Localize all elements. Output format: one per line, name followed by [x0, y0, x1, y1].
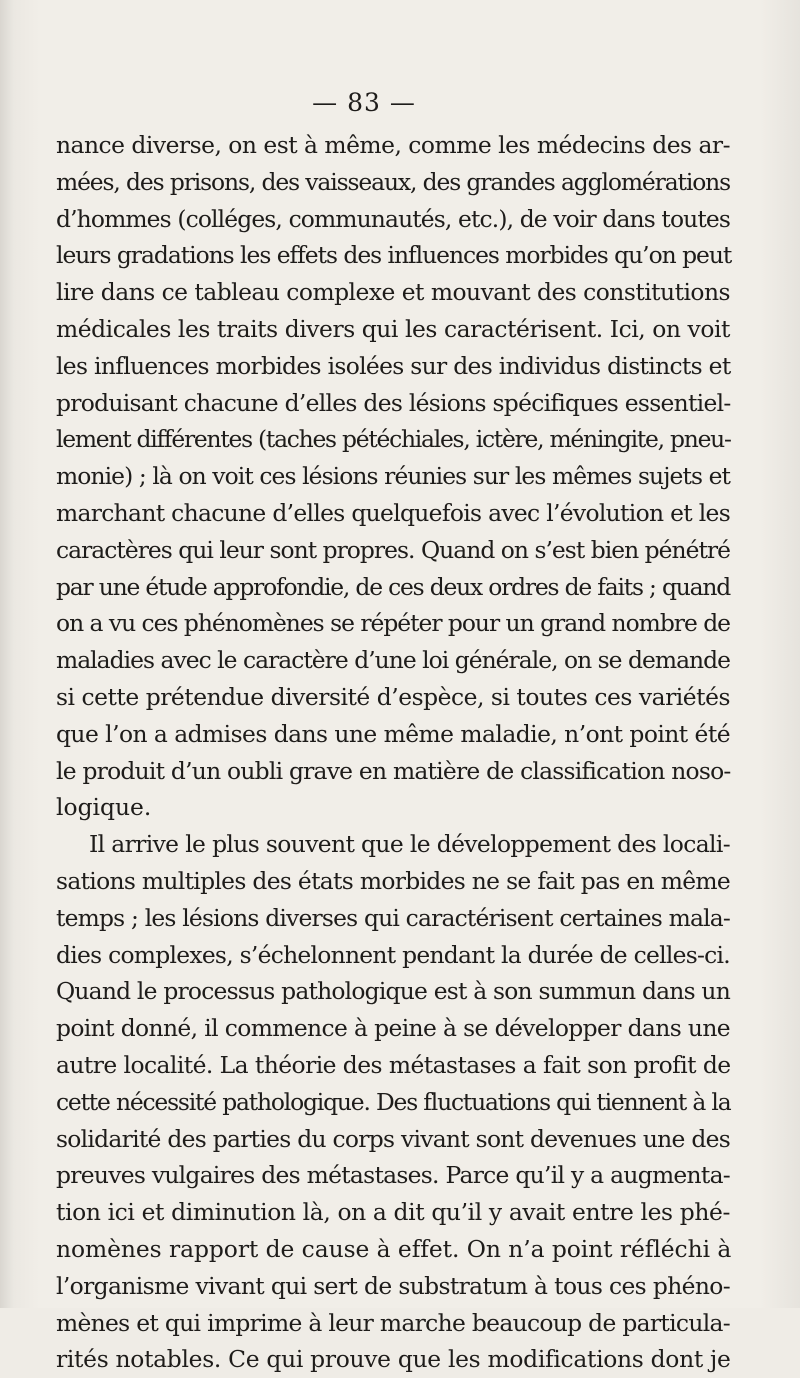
text-line: Quand le processus pathologique est à son summun dans un	[56, 977, 730, 1006]
text-line: monie) ; là on voit ces lésions réunies sur les mêmes sujets et	[56, 462, 730, 491]
text-line: point donné, il commence à peine à se développer dans une	[56, 1014, 730, 1043]
text-line: médicales les traits divers qui les caractérisent. Ici, on voit	[56, 314, 730, 343]
text-line: on a vu ces phénomènes se répéter pour un grand nombre de	[56, 609, 730, 638]
text-line: rités notables. Ce qui prouve que les modifications dont je	[56, 1345, 731, 1374]
text-line: leurs gradations les effets des influences morbides qu’on peut	[56, 241, 732, 270]
text-line: dies complexes, s’échelonnent pendant la durée de celles-ci.	[56, 940, 730, 969]
text-line: marchant chacune d’elles quelquefois avec l’évolution et les	[56, 498, 731, 527]
text-line: le produit d’un oubli grave en matière de classification noso-	[56, 756, 731, 785]
text-line: d’hommes (colléges, communautés, etc.), de voir dans toutes	[56, 204, 730, 233]
text-line: nance diverse, on est à même, comme les médecins des ar-	[56, 131, 730, 159]
text-line: cette nécessité pathologique. Des fluctuations qui tiennent à la	[56, 1087, 731, 1116]
text-line: lement différentes (taches pétéchiales, ictère, méningite, pneu-	[56, 425, 731, 454]
text-line: mées, des prisons, des vaisseaux, des grandes agglomérations	[56, 167, 731, 196]
text-line: maladies avec le caractère d’une loi générale, on se demande	[56, 646, 730, 675]
text-line: l’organisme vivant qui sert de substratum à tous ces phéno-	[56, 1271, 730, 1300]
paragraph-end-line: logique.	[56, 793, 152, 822]
text-line: caractères qui leur sont propres. Quand on s’est bien pénétré	[56, 535, 730, 564]
text-line: si cette prétendue diversité d’espèce, si toutes ces variétés	[56, 682, 731, 711]
text-line: solidarité des parties du corps vivant sont devenues une des	[56, 1124, 731, 1153]
text-line: mènes et qui imprime à leur marche beaucoup de particula-	[56, 1308, 730, 1337]
text-line: que l’on a admises dans une même maladie, n’ont point été	[56, 719, 730, 748]
text-line: nomènes rapport de cause à effet. On n’a point réfléchi à	[56, 1234, 732, 1263]
text-line: temps ; les lésions diverses qui caractérisent certaines mala-	[56, 903, 731, 932]
body-text	[56, 127, 730, 1378]
paragraph-start-line: Il arrive le plus souvent que le développement des locali-	[89, 830, 731, 859]
text-line: tion ici et diminution là, on a dit qu’il y avait entre les phé-	[56, 1198, 731, 1227]
text-line: les influences morbides isolées sur des individus distincts et	[56, 351, 731, 380]
text-line: sations multiples des états morbides ne se fait pas en même	[56, 866, 731, 895]
text-line: preuves vulgaires des métastases. Parce qu’il y a augmenta-	[56, 1161, 730, 1190]
text-line: produisant chacune d’elles des lésions spécifiques essentiel-	[56, 388, 731, 417]
page-number: — 83 —	[312, 88, 416, 117]
text-line: par une étude approfondie, de ces deux ordres de faits ; quand	[56, 572, 731, 601]
text-line: autre localité. La théorie des métastases a fait son profit de	[56, 1050, 731, 1079]
text-line: lire dans ce tableau complexe et mouvant des constitutions	[56, 278, 730, 307]
